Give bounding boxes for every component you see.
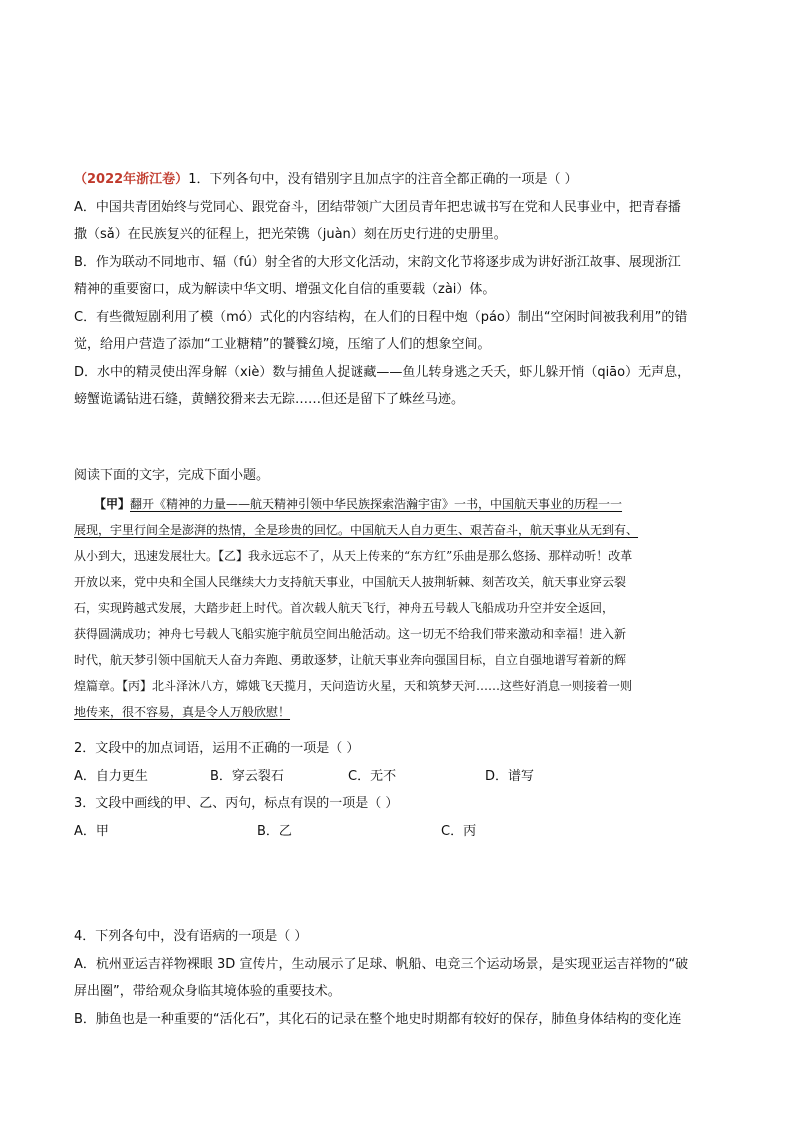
q1-option-d-line1: D．水中的精灵使出浑身解（xiè）数与捕鱼人捉谜藏——鱼儿转身逃之夭夭，虾儿躲开悄（qiāo）无声息， [74, 365, 691, 380]
passage-line [74, 703, 290, 721]
passage-line [94, 495, 622, 513]
q4-stem: 4．下列各句中，没有语病的一项是（ ） [74, 929, 308, 944]
q1-option-b-line2: 精神的重要窗口，成为解读中华文明、增强文化自信的重要载（zài）体。 [74, 282, 496, 297]
passage-line: 石，实现跨越式发展，大踏步赶上时代。首次载人航天飞行，神舟五号载人飞船成功升空并安全返回， [74, 601, 615, 615]
q1-option-d-line2: 螃蟹诡谲钻进石缝，黄鳝狡猾来去无踪……但还是留下了蛛丝马迹。 [74, 392, 465, 407]
q1-source: （2022年浙江卷） [74, 172, 189, 187]
q3-option-c: C．丙 [441, 824, 477, 839]
q4-option-a-line1: A．杭州亚运吉祥物裸眼 3D 宣传片，生动展示了足球、帆船、电竞三个运动场景，是实现亚运吉祥物的“破 [74, 957, 689, 972]
q4-option-b-line1: B．肺鱼也是一种重要的“活化石”，其化石的记录在整个地史时期都有较好的保存，肺鱼身体结构的变化连 [74, 1012, 682, 1027]
q2-option-c: C．无不 [348, 769, 397, 784]
q2-option-b: B．穿云裂石 [210, 769, 284, 784]
passage-line: 时代，航天梦引领中国航天人奋力奔跑、勇敢逐梦，让航天事业奔向强国目标，自立自强地谱写着新的辉 [74, 653, 627, 667]
reading-intro: 阅读下面的文字，完成下面小题。 [74, 468, 270, 483]
passage-line: 煌篇章。【丙】北斗泽沐八方，嫦娥飞天揽月，天问造访火星，天和筑梦天河……这些好消息一则接着一则 [74, 679, 633, 693]
q1-option-c-line1: C．有些微短剧利用了模（mó）式化的内容结构，在人们的日程中炮（páo）制出“空闲时间被我利用”的错 [74, 310, 688, 325]
q4-option-a-line2: 屏出圈”，带给观众身临其境体验的重要技术。 [74, 984, 341, 999]
q1-option-a-line1: A．中国共青团始终与党同心、跟党奋斗，团结带领广大团员青年把忠诚书写在党和人民事业中，把青春播 [74, 200, 681, 215]
q1-option-a-line2: 撒（sǎ）在民族复兴的征程上，把光荣镌（juàn）刻在历史行进的史册里。 [74, 227, 507, 242]
passage-mark-jia: 【甲】 [94, 497, 131, 511]
passage-line [74, 521, 638, 539]
passage-line: 开放以来，党中央和全国人民继续大力支持航天事业，中国航天人披荆斩棘、刻苦攻关，航天事业穿云裂 [74, 575, 627, 589]
q3-option-b: B．乙 [257, 824, 292, 839]
q1-option-c-line2: 觉，给用户营造了添加“工业糖精”的饕餮幻境，压缩了人们的想象空间。 [74, 337, 491, 352]
passage-text: 展现，宇里行间全是澎湃的热情，全是珍贵的回忆。中国航天人自力更生、艰苦奋斗，航天事业从无到有、 [74, 523, 639, 537]
passage-text: 地传来，很不容易，真是令人万般欣慰！ [74, 705, 291, 719]
q1-option-b-line1: B．作为联动不同地市、辐（fú）射全省的大形文化活动，宋韵文化节将逐步成为讲好浙江故事、展现浙江 [74, 255, 681, 270]
q3-stem: 3．文段中画线的甲、乙、丙句，标点有误的一项是（ ） [74, 796, 399, 811]
q2-option-a: A．自力更生 [74, 769, 148, 784]
passage-line: 从小到大，迅速发展壮大。【乙】我永远忘不了，从天上传来的“东方红”乐曲是那么悠扬、那样动听！改革 [74, 549, 633, 563]
passage-line: 获得圆满成功；神舟七号载人飞船实施宇航员空间出舱活动。这一切无不给我们带来激动和幸福！进入新 [74, 627, 627, 641]
passage-text: 翻开《精神的力量——航天精神引领中华民族探索浩瀚宇宙》一书，中国航天事业的历程一一 [130, 497, 623, 511]
q2-stem: 2．文段中的加点词语，运用不正确的一项是（ ） [74, 741, 360, 756]
q1-stem-text: 1．下列各句中，没有错别字且加点字的注音全都正确的一项是（ ） [188, 172, 578, 187]
q1-stem [74, 171, 578, 189]
q3-option-a: A．甲 [74, 824, 109, 839]
q2-option-d: D．谱写 [485, 769, 535, 784]
